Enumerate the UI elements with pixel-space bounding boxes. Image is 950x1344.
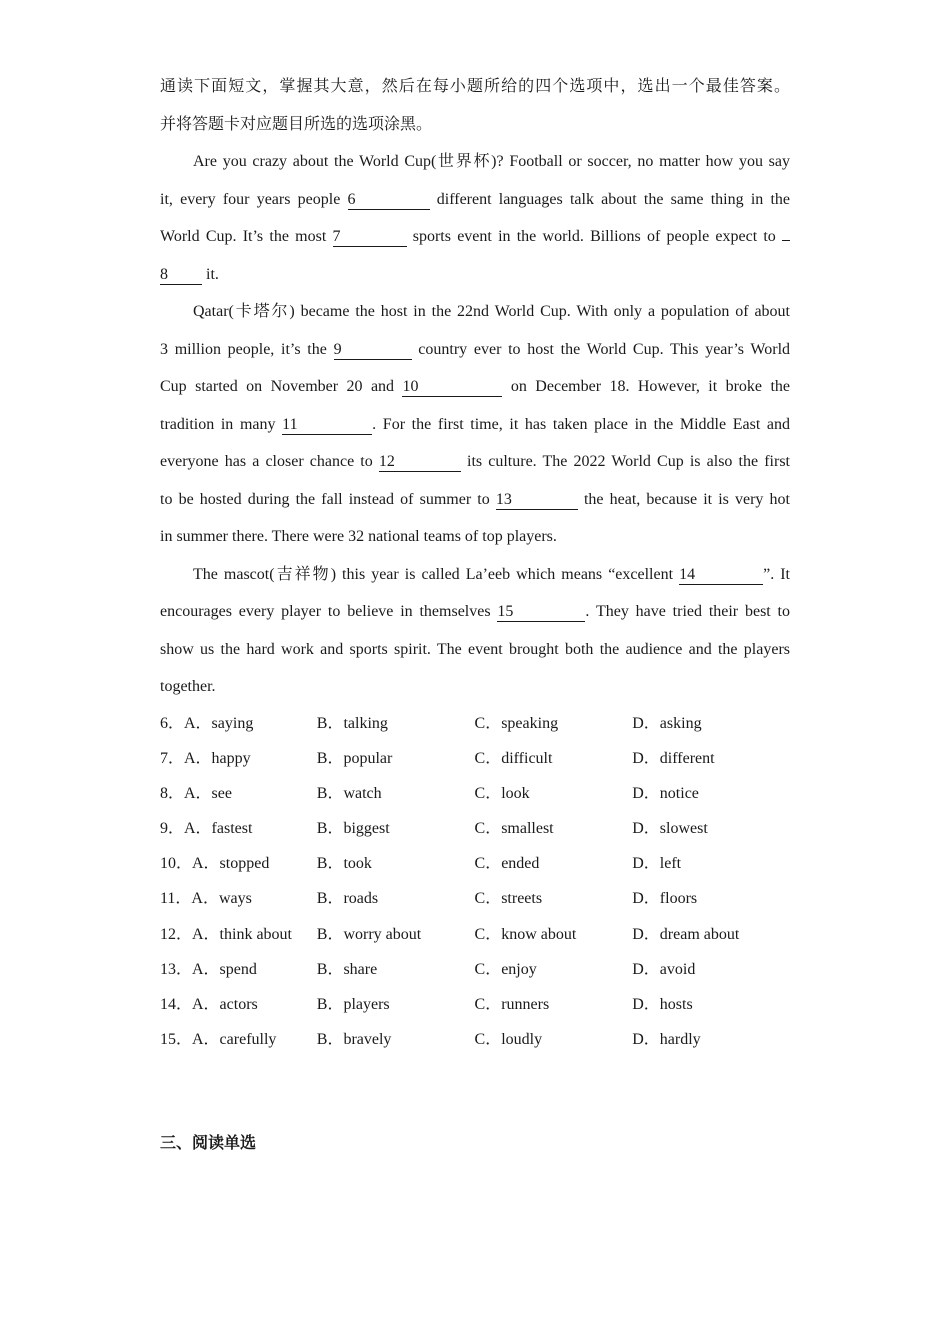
option-a[interactable]: 15．A．carefully: [160, 1031, 277, 1049]
blank-8-start: [782, 240, 790, 241]
section-heading: 三、阅读单选: [160, 1133, 257, 1152]
option-row-14: [160, 987, 790, 1022]
option-d[interactable]: D．asking: [632, 714, 702, 732]
option-c[interactable]: C．smallest: [474, 820, 554, 838]
passage-line: [160, 631, 790, 669]
option-row-13: [160, 952, 790, 987]
option-a[interactable]: 7．A．happy: [160, 749, 251, 767]
passage-text: its culture. The 2022 World Cup is also the first: [467, 453, 790, 470]
blank-14: 14: [679, 566, 763, 585]
option-c[interactable]: C．difficult: [474, 749, 553, 767]
option-c[interactable]: C．enjoy: [474, 960, 537, 978]
passage-line: [160, 593, 790, 631]
passage-text: it, every four years people: [160, 190, 341, 208]
option-c[interactable]: C．runners: [474, 996, 550, 1013]
passage-text: . For the first time, it has taken place in the Middle East and: [372, 415, 791, 433]
option-row-11: [160, 881, 790, 916]
passage-line: [160, 218, 790, 256]
passage-text: Qatar(卡塔尔) became the host in the 22nd World Cup. With only a population of about: [193, 303, 790, 320]
passage-line: [160, 406, 790, 444]
option-a[interactable]: 13．A．spend: [160, 960, 257, 978]
option-row-8: [160, 776, 790, 811]
option-row-15: [160, 1022, 790, 1057]
passage-text: The mascot(吉祥物) this year is called La’eeb which means “excellent: [193, 565, 674, 583]
passage-line: [160, 331, 790, 369]
option-a[interactable]: 9．A．fastest: [160, 820, 253, 838]
option-b[interactable]: B．watch: [316, 784, 382, 802]
passage-line: [160, 256, 790, 294]
option-b[interactable]: B．players: [316, 996, 390, 1013]
option-b[interactable]: B．popular: [316, 749, 393, 767]
option-d[interactable]: D．different: [632, 749, 715, 767]
option-b[interactable]: B．worry about: [316, 925, 422, 943]
passage-line: [160, 668, 790, 706]
passage-text: different languages talk about the same thing in the: [436, 190, 791, 208]
option-row-9: [160, 811, 790, 846]
passage-text: in summer there. There were 32 national teams of top players.: [160, 528, 557, 545]
option-d[interactable]: D．hardly: [632, 1031, 701, 1049]
passage-text: the heat, because it is very hot: [583, 490, 790, 508]
option-row-10: [160, 846, 790, 881]
passage-line: [160, 181, 790, 219]
passage-text: encourages every player to believe in themselves: [160, 603, 491, 620]
option-b[interactable]: B．share: [316, 960, 378, 978]
passage-text: to be hosted during the fall instead of summer to: [160, 490, 490, 508]
option-a[interactable]: 12．A．think about: [160, 925, 292, 943]
passage-text: tradition in many: [160, 415, 276, 433]
passage-text: it.: [206, 265, 219, 283]
passage-text: together.: [160, 678, 216, 695]
option-b[interactable]: B．took: [316, 855, 372, 873]
blank-7: 7: [333, 228, 407, 247]
blank-10: 10: [402, 378, 502, 397]
blank-9: 9: [334, 341, 412, 360]
option-d[interactable]: D．avoid: [632, 960, 696, 978]
option-d[interactable]: D．dream about: [632, 925, 740, 943]
blank-13: 13: [496, 491, 578, 510]
blank-11: 11: [282, 416, 372, 435]
option-a[interactable]: 10．A．stopped: [160, 855, 270, 873]
passage-text: country ever to host the World Cup. This year’s World: [418, 340, 791, 358]
option-d[interactable]: D．floors: [632, 890, 698, 908]
passage-text: . They have tried their best to: [585, 603, 791, 620]
option-d[interactable]: D．notice: [632, 784, 699, 802]
option-c[interactable]: C．speaking: [474, 714, 559, 732]
blank-8: 8: [160, 266, 202, 285]
passage-text: on December 18. However, it broke the: [510, 378, 791, 395]
passage-line: [160, 481, 790, 519]
option-row-12: [160, 917, 790, 952]
option-row-6: [160, 706, 790, 741]
passage-text: everyone has a closer chance to: [160, 453, 373, 470]
option-b[interactable]: B．talking: [316, 714, 388, 732]
passage-line: [160, 518, 790, 556]
passage-line: [160, 556, 790, 594]
blank-12: 12: [379, 453, 461, 472]
option-d[interactable]: D．left: [632, 855, 682, 873]
option-c[interactable]: C．know about: [474, 925, 577, 943]
passage-line: [160, 293, 790, 331]
instruction-line: 通读下面短文，掌握其大意，然后在每小题所给的四个选项中，选出一个最佳答案。: [160, 78, 790, 95]
option-row-7: [160, 741, 790, 776]
option-d[interactable]: D．hosts: [632, 996, 693, 1013]
passage-text: Cup started on November 20 and: [160, 378, 395, 395]
option-a[interactable]: 14．A．actors: [160, 996, 258, 1013]
question-content: [160, 68, 790, 1057]
blank-15: 15: [497, 603, 585, 622]
option-a[interactable]: 6．A．saying: [160, 714, 254, 732]
option-c[interactable]: C．ended: [474, 855, 540, 873]
instruction-line: 并将答题卡对应题目所选的选项涂黑。: [160, 115, 433, 133]
option-c[interactable]: C．loudly: [474, 1031, 543, 1049]
blank-6: 6: [348, 191, 430, 210]
passage-text: ”. It: [763, 565, 791, 583]
passage-line: [160, 443, 790, 481]
passage-text: show us the hard work and sports spirit. The event brought both the audience and the players: [160, 640, 790, 658]
passage-text: Are you crazy about the World Cup(世界杯)? Football or soccer, no matter how you say: [193, 153, 790, 170]
option-a[interactable]: 11．A．ways: [160, 890, 252, 908]
option-b[interactable]: B．bravely: [316, 1031, 392, 1049]
passage-line: [160, 368, 790, 406]
option-d[interactable]: D．slowest: [632, 820, 708, 838]
options-list: [160, 706, 790, 1058]
passage-text: World Cup. It’s the most: [160, 228, 327, 245]
passage-line: [160, 143, 790, 181]
passage-text: 3 million people, it’s the: [160, 340, 327, 358]
option-c[interactable]: C．look: [474, 784, 530, 802]
option-b[interactable]: B．biggest: [316, 820, 390, 838]
option-b[interactable]: B．roads: [316, 890, 379, 908]
passage-text: sports event in the world. Billions of people expect to: [412, 228, 776, 245]
option-a[interactable]: 8．A．see: [160, 784, 232, 802]
option-c[interactable]: C．streets: [474, 890, 543, 908]
